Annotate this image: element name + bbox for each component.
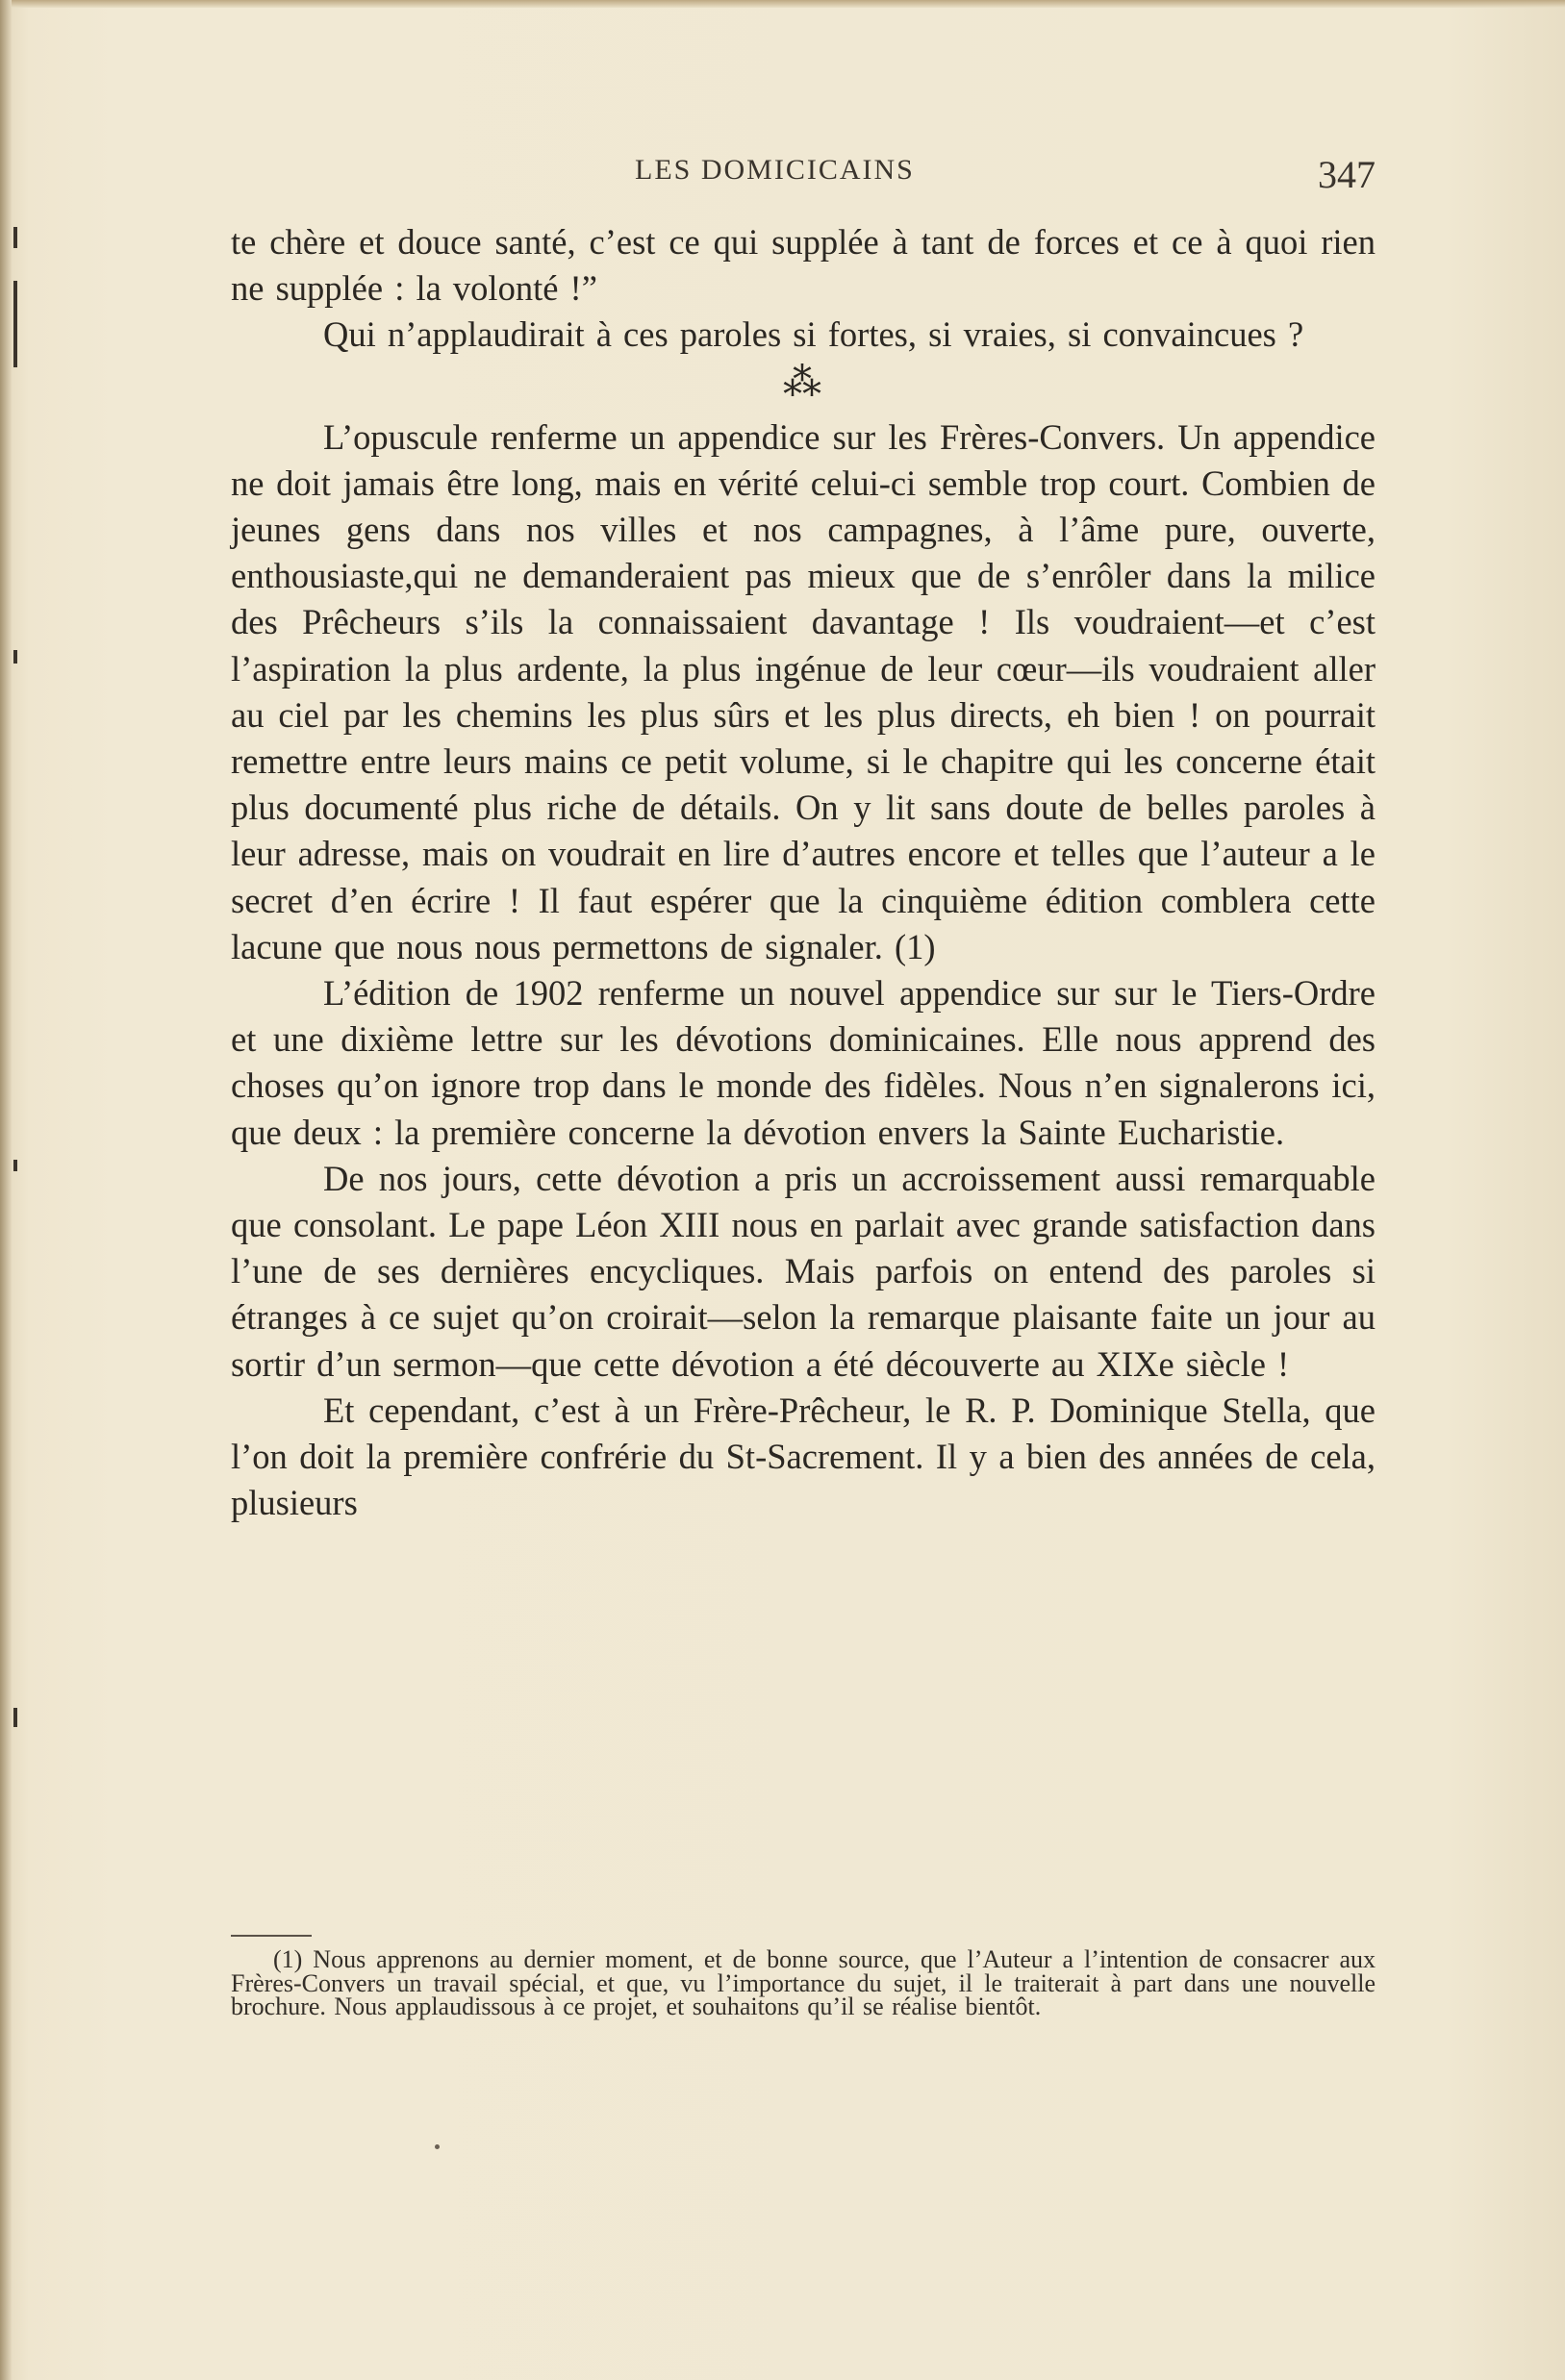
page-number: 347 bbox=[1318, 153, 1376, 196]
binding-mark bbox=[13, 1708, 17, 1727]
binding-mark bbox=[13, 281, 17, 367]
paragraph: L’édition de 1902 renferme un nouvel appendice sur sur le Tiers-Ordre et une dixième lettre sur les dévotions dominicaines. Elle nous apprend des choses qu’on ignore trop dans le monde des fidèles. Nous n’en signalerons ici, que deux : la première concerne la dévotion envers la Sainte Eucharistie. bbox=[231, 973, 1376, 1152]
binding-mark bbox=[13, 227, 17, 248]
footnote-rule bbox=[231, 1935, 312, 1937]
binding-mark bbox=[13, 650, 17, 664]
paragraph: Qui n’applaudirait à ces paroles si fortes, si vraies, si convaincues ? bbox=[323, 314, 1304, 355]
page-header bbox=[231, 152, 1376, 200]
footnote: (1) Nous apprenons au dernier moment, et de bonne source, que l’Auteur a l’intention de consacrer aux Frères-Convers un travail spécial, et que, vu l’importance du sujet, il le traiterait à part dans une nouvelle brochure. Nous applaudissous à ce projet, et souhaitons qu’il se réalise bientôt. bbox=[231, 1945, 1376, 2020]
paragraph: te chère et douce santé, c’est ce qui supplée à tant de forces et ce à quoi rien ne supplée : la volonté !” bbox=[231, 222, 1376, 309]
page-top-edge bbox=[0, 0, 1565, 8]
asterism-divider: ⁂ bbox=[783, 360, 823, 404]
paragraph: L’opuscule renferme un appendice sur les Frères-Convers. Un appendice ne doit jamais être long, mais en vérité celui-ci semble trop court. Combien de jeunes gens dans nos villes et nos campagnes, à l’âme pure, ouverte, enthousiaste,qui ne demanderaient pas mieux que de s’enrôler dans la milice des Prêcheurs s’ils la connaissaient davantage ! Ils voudraient—et c’est l’aspiration la plus ardente, la plus ingénue de leur cœur—ils voudraient aller au ciel par les chemins les plus sûrs et les plus directs, eh bien ! on pourrait remettre entre leurs mains ce petit volume, si le chapitre qui les concerne était plus documenté plus riche de détails. On y lit sans doute de belles paroles à leur adresse, mais on voudrait en lire d’autres encore et telles que l’auteur a le secret d’en écrire ! Il faut espérer que la cinquième édition comblera cette lacune que nous nous permettons de signaler. (1) bbox=[231, 416, 1376, 966]
paragraph: De nos jours, cette dévotion a pris un accroissement aussi remarquable que consolant. Le pape Léon XIII nous en parlait avec grande satisfaction dans l’une de ses dernières encycliques. Mais parfois on entend des paroles si étranges à ce sujet qu’on croirait—selon la remarque plaisante faite un jour au sortir d’un sermon—que cette dévotion a été découverte au XIXe siècle ! bbox=[231, 1158, 1376, 1384]
binding-mark bbox=[13, 1160, 17, 1171]
body-text bbox=[231, 219, 1376, 1526]
paragraph: Et cependant, c’est à un Frère-Prêcheur, le R. P. Dominique Stella, que l’on doit la première confrérie du St-Sacrement. Il y a bien des années de cela, plusieurs bbox=[231, 1390, 1376, 1523]
page-binding-edge bbox=[0, 0, 12, 2380]
paper-speck bbox=[435, 2144, 440, 2149]
running-head: LES DOMICICAINS bbox=[635, 154, 915, 186]
